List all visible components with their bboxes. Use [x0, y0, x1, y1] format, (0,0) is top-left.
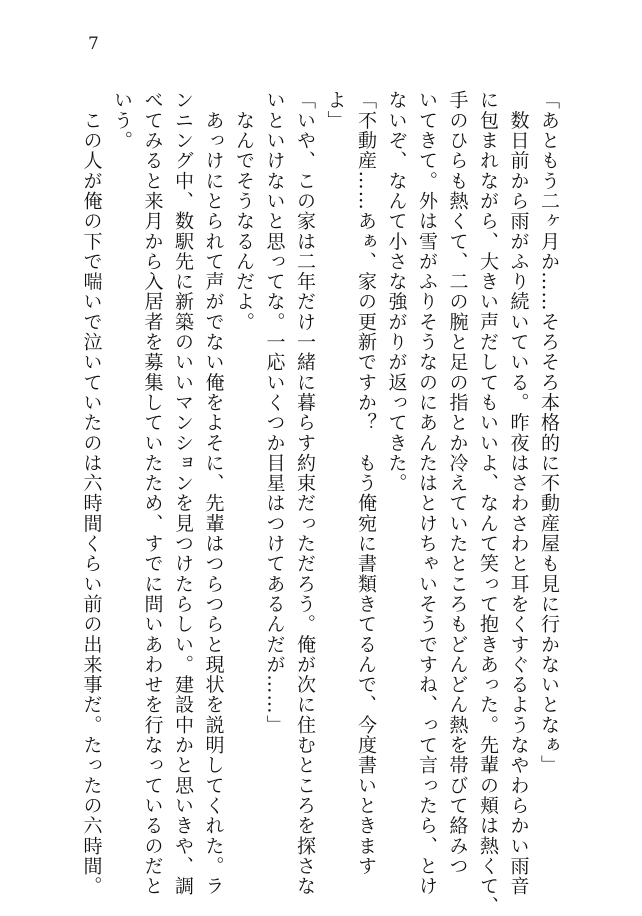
text-line-2: 数日前から雨がふり続いている。昨夜はさわさわと耳をくすぐるようなやわらかい雨音 — [507, 90, 530, 896]
text-line-5: いてきて。外は雪がふりそうなのにあんたはとけちゃいそうですね、って言ったら、とけ — [416, 90, 438, 896]
text-line-1: 「あともう二ヶ月か……そろそろ本格的に不動産屋も見に行かないとなぁ」 — [538, 90, 560, 776]
text-line-10: いといけないと思ってな。一応いくつか目星はつけてあるんだが……」 — [263, 90, 286, 735]
text-line-6: ないぞ、なんて小さな強がりが返ってきた。 — [385, 90, 408, 493]
text-line-14: べてみると来月から入居者を募集していたため、すでに問いあわせを行なっているのだと — [141, 90, 164, 896]
text-line-8: よ」 — [324, 90, 347, 131]
text-line-9: 「いや、この家は二年だけ一緒に暮らす約束だっただろう。俺が次に住むところを探さな — [294, 90, 316, 896]
text-line-15: いう。 — [111, 90, 133, 151]
text-line-13: ンニング中、数駅先に新築のいいマンションを見つけたらしい。建設中かと思いきや、調 — [172, 90, 194, 896]
text-line-16: この人が俺の下で喘いで泣いていたのは六時間くらい前の出来事だ。たったの六時間。 — [80, 90, 103, 896]
text-line-11: なんでそうなるんだよ。 — [233, 90, 255, 332]
page-number: 7 — [88, 34, 99, 54]
text-line-12: あっけにとられて声がでない俺をよそに、先輩はつらつらと現状を説明してくれた。ラ — [202, 90, 225, 896]
text-line-4: 手のひらも熱くて、二の腕と足の指とか冷えていたところもどんどん熱を帯びて絡みつ — [446, 90, 469, 876]
vertical-text-body — [80, 90, 564, 916]
text-line-7: 「不動産……あぁ、家の更新ですか？ もう俺宛に書類きてるんで、今度書いときます — [355, 90, 377, 876]
text-line-3: に包まれながら、大きい声だしてもいいよ、なんて笑って抱きあった。先輩の頬は熱くて、 — [477, 90, 499, 916]
